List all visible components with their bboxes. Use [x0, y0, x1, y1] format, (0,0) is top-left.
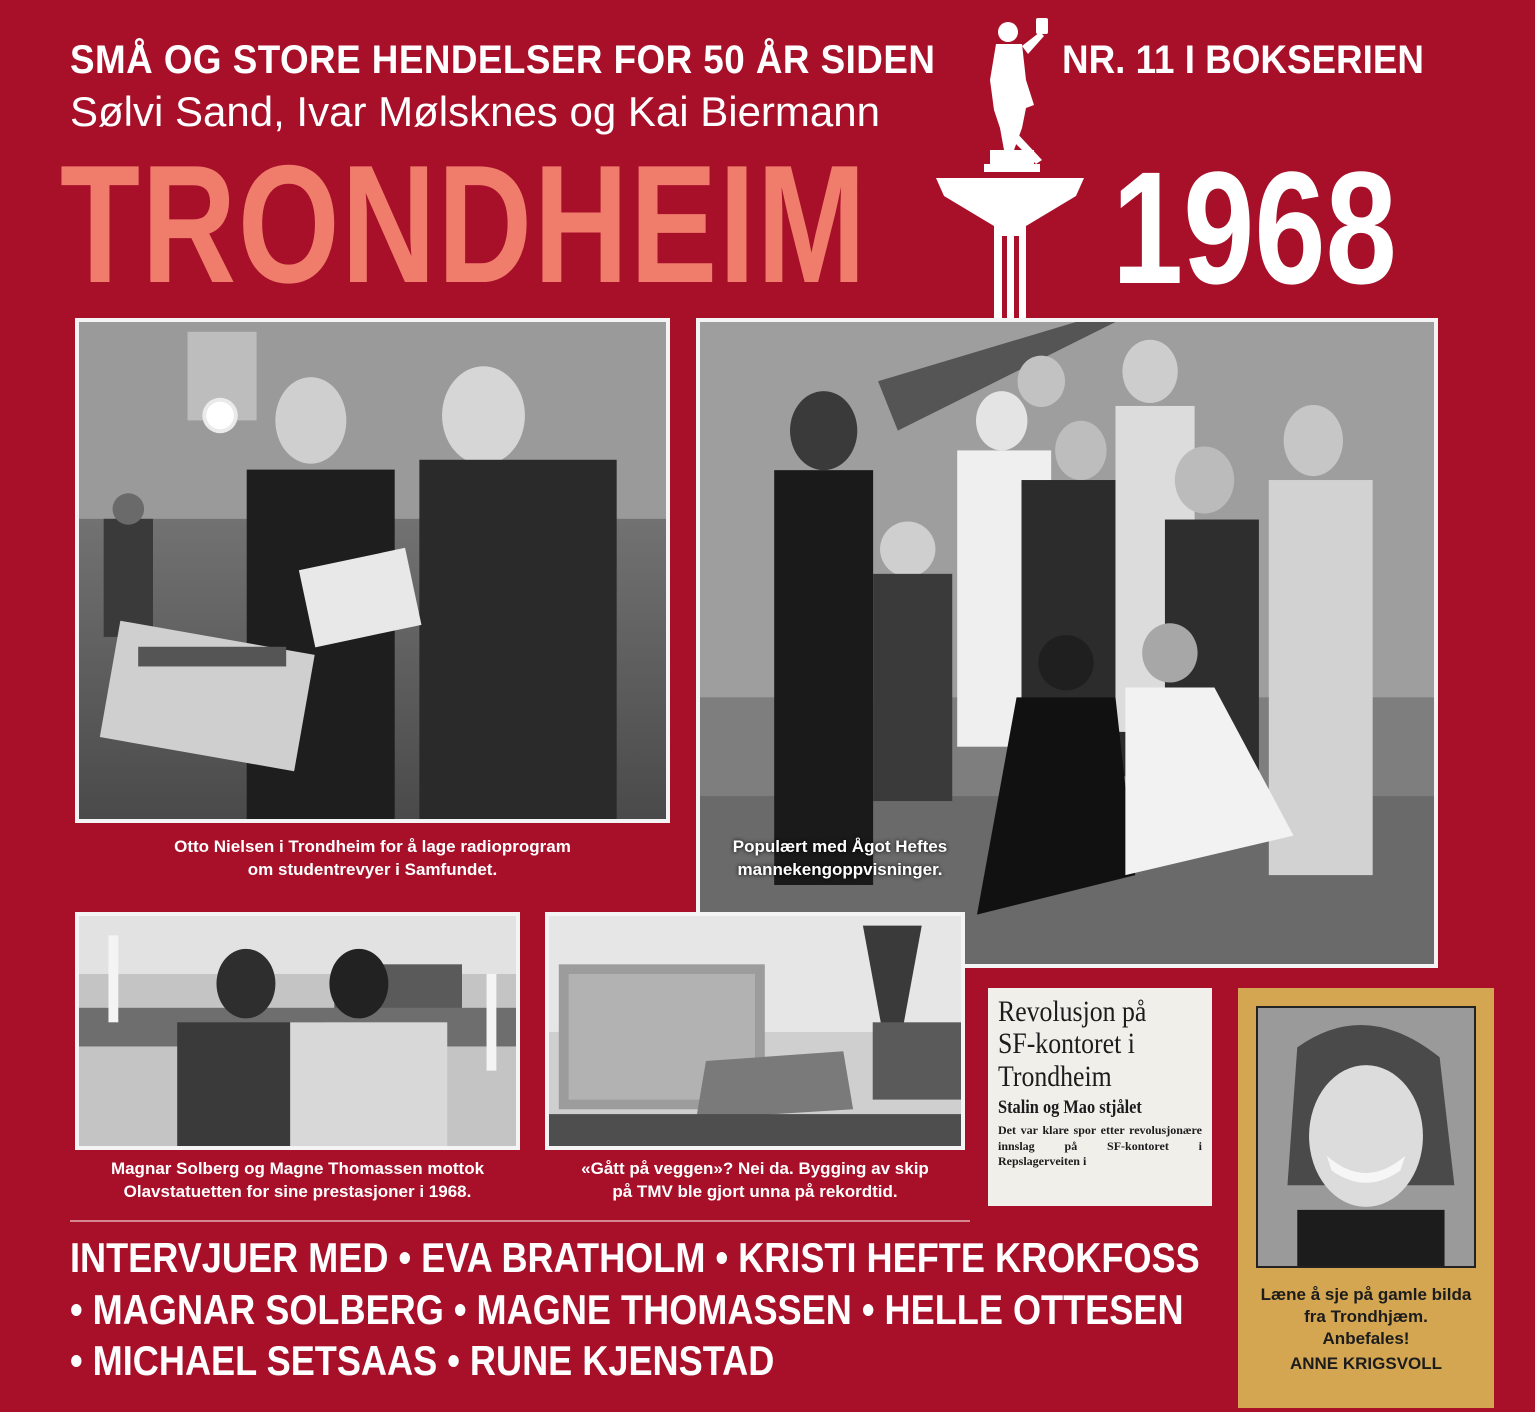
caption-ship: «Gått på veggen»? Nei da. Bygging av skip på TMV ble gjort unna på rekordtid. [581, 1159, 929, 1201]
clipping-headline-3: Trondheim [998, 1059, 1112, 1093]
names-line-3: • MICHAEL SETSAAS • RUNE KJENSTAD [70, 1337, 775, 1385]
clipping-headline-1: Revolusjon på [998, 995, 1147, 1028]
authors: Sølvi Sand, Ivar Mølsknes og Kai Biermann [70, 88, 880, 135]
clipping-headline-2: SF-kontoret i [998, 1027, 1135, 1061]
year-title: 1968 [1112, 138, 1397, 317]
quote-portrait [1256, 1006, 1476, 1268]
city-title: TRONDHEIM [60, 130, 868, 318]
newspaper-clipping [988, 988, 1212, 1206]
clipping-subhead: Stalin og Mao stjålet [998, 1097, 1142, 1119]
tagline: SMÅ OG STORE HENDELSER FOR 50 ÅR SIDEN [70, 38, 936, 82]
quote-author: ANNE KRIGSVOLL [1289, 1354, 1443, 1373]
clipping-body: Det var klare spor etter revolusjonære innslag på SF-kontoret i Repslagerveiten i [998, 1123, 1202, 1169]
names-line-1: INTERVJUER MED • EVA BRATHOLM • KRISTI HEFTE KROKFOSS [70, 1234, 1200, 1281]
photo-ship-building [545, 912, 965, 1150]
names-line-2: • MAGNAR SOLBERG • MAGNE THOMASSEN • HELLE OTTESEN [70, 1285, 1184, 1333]
quote-box [1238, 988, 1494, 1408]
photo-radio-studio [75, 318, 670, 823]
caption-fashion: Populært med Ågot Heftes mannekengoppvisninger. [732, 837, 948, 879]
photo-sports-award [75, 912, 520, 1150]
divider [70, 1220, 970, 1222]
series-number: NR. 11 I BOKSERIEN [1062, 38, 1424, 82]
caption-sports: Magnar Solberg og Magne Thomassen mottok Olavstatuetten for sine prestasjoner i 1968. [110, 1159, 485, 1201]
caption-radio: Otto Nielsen i Trondheim for å lage radioprogram om studentrevyer i Samfundet. [174, 837, 571, 879]
quote-text: Læne å sje på gamle bilda fra Trondhjæm. Anbefales! [1260, 1285, 1472, 1349]
olav-statue-logo-icon [930, 10, 1090, 320]
interview-names [70, 1232, 1200, 1387]
